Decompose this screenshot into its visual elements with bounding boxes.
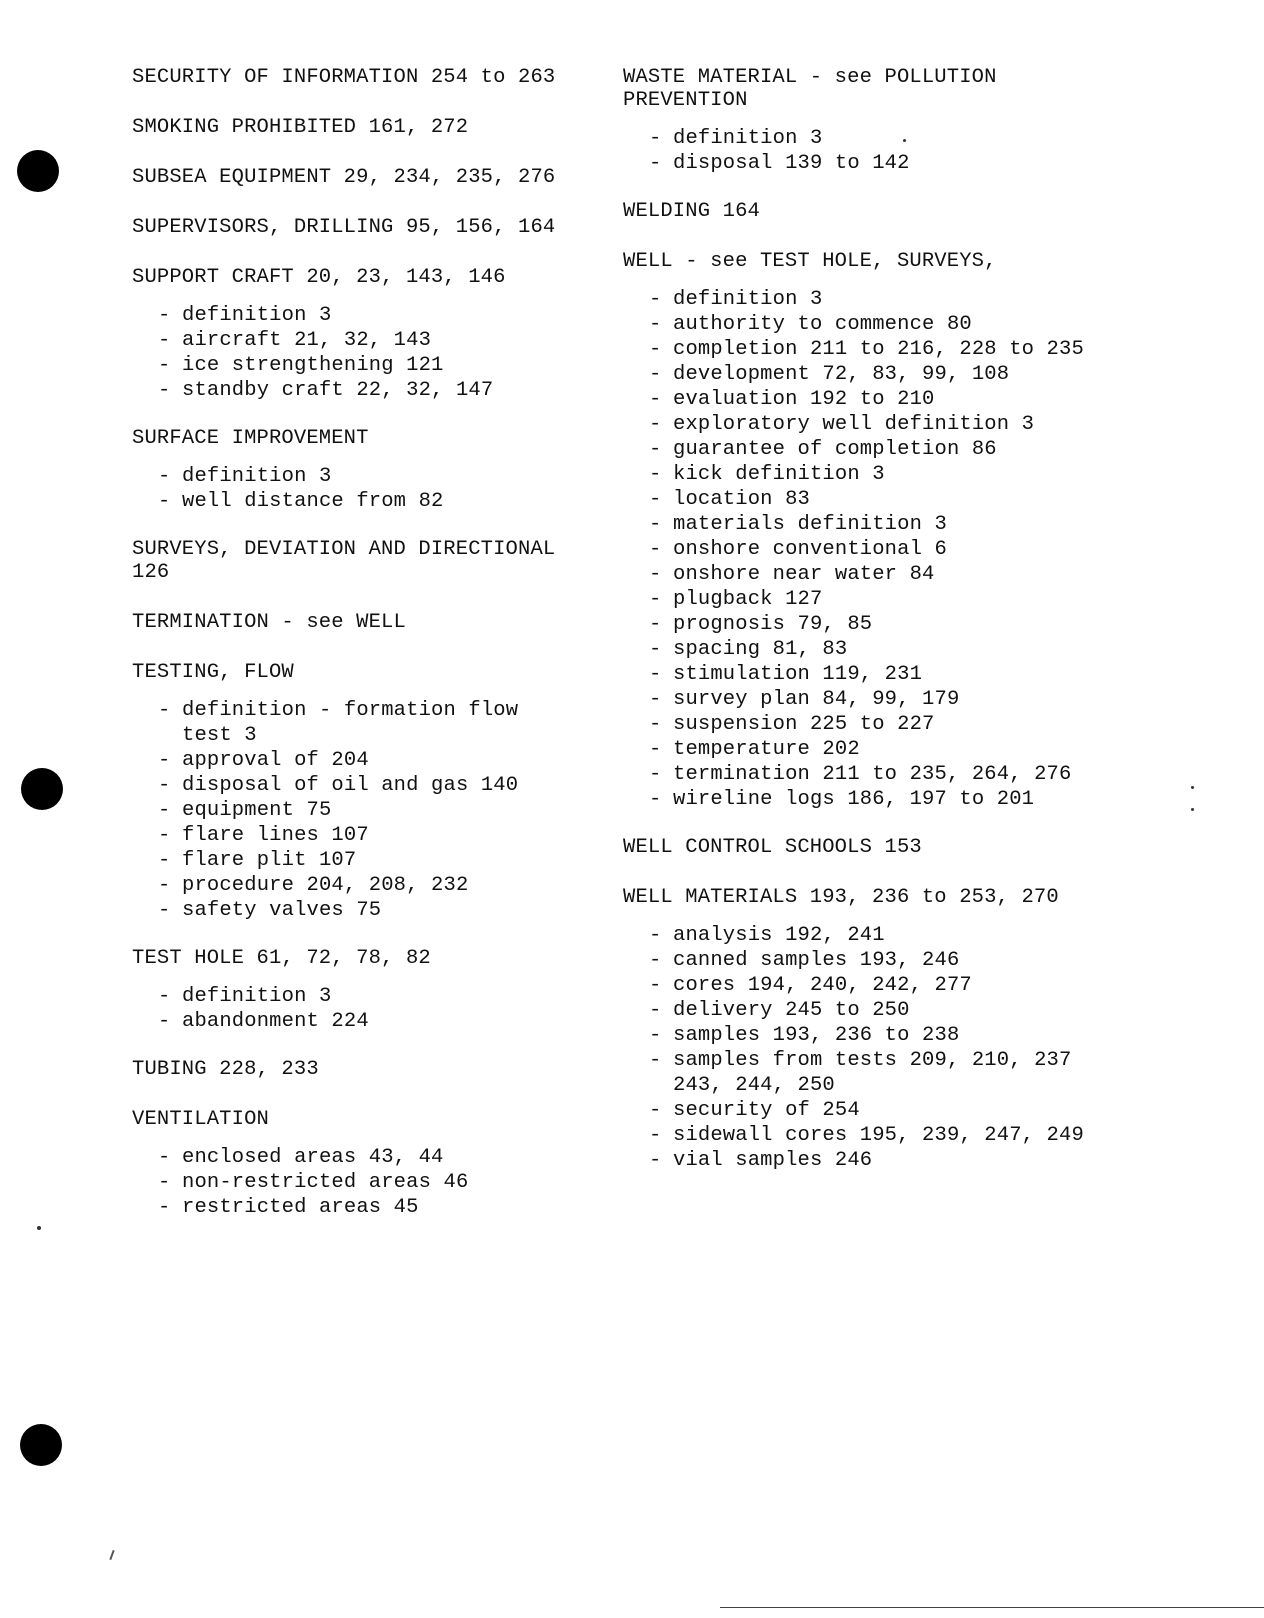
subentry-dash: -	[158, 1146, 171, 1169]
subentry	[158, 378, 602, 403]
index-entry	[132, 266, 602, 403]
subentry-text: location 83	[673, 488, 810, 511]
subentry	[649, 948, 1243, 973]
subentry-dash: -	[158, 354, 171, 377]
subentry-text: definition 3	[182, 985, 332, 1008]
subentry-text: temperature 202	[673, 738, 860, 761]
subentry-text: sidewall cores 195, 239, 247, 249	[673, 1124, 1084, 1147]
subentry	[649, 1048, 1243, 1098]
scan-speck	[1191, 808, 1194, 811]
subentry-dash: -	[649, 563, 662, 586]
subentry-list	[132, 303, 602, 403]
subentry-list	[623, 923, 1243, 1173]
subentry-list	[623, 287, 1243, 812]
subentry-text: flare lines 107	[182, 824, 369, 847]
subentry	[649, 687, 1243, 712]
subentry-text: authority to commence 80	[673, 313, 972, 336]
subentry-text: survey plan 84, 99, 179	[673, 688, 960, 711]
subentry	[649, 487, 1243, 512]
subentry-text: flare plit 107	[182, 849, 357, 872]
subentry	[649, 151, 1243, 176]
index-entry	[132, 166, 602, 189]
subentry	[649, 998, 1243, 1023]
subentry-dash: -	[649, 1149, 662, 1172]
subentry-dash: -	[649, 1124, 662, 1147]
subentry	[158, 1195, 602, 1220]
subentry-text: analysis 192, 241	[673, 924, 885, 947]
subentry-dash: -	[649, 313, 662, 336]
scan-mark	[109, 1550, 114, 1560]
subentry-text: definition 3	[673, 127, 823, 150]
subentry	[158, 464, 602, 489]
subentry	[649, 1023, 1243, 1048]
subentry-text: aircraft 21, 32, 143	[182, 329, 432, 352]
subentry-text: kick definition 3	[673, 463, 885, 486]
subentry-dash: -	[649, 288, 662, 311]
subentry-text: prognosis 79, 85	[673, 613, 873, 636]
index-entry	[132, 66, 602, 89]
index-entry	[132, 538, 602, 584]
subentry-text: delivery 245 to 250	[673, 999, 910, 1022]
index-entry	[623, 250, 1243, 812]
subentry-text: equipment 75	[182, 799, 332, 822]
index-entry	[132, 611, 602, 634]
subentry	[158, 823, 602, 848]
subentry-text: procedure 204, 208, 232	[182, 874, 469, 897]
subentry-dash: -	[649, 999, 662, 1022]
subentry-dash: -	[158, 799, 171, 822]
index-heading: TUBING 228, 233	[132, 1058, 319, 1081]
subentry-dash: -	[158, 824, 171, 847]
subentry-dash: -	[649, 974, 662, 997]
subentry	[158, 303, 602, 328]
subentry-dash: -	[649, 924, 662, 947]
index-heading: WASTE MATERIAL - see POLLUTION PREVENTION	[623, 66, 997, 112]
subentry-dash: -	[649, 788, 662, 811]
subentry	[158, 353, 602, 378]
index-heading: SUPERVISORS, DRILLING 95, 156, 164	[132, 216, 556, 239]
punch-hole-bottom	[20, 1424, 62, 1466]
subentry-text: disposal of oil and gas 140	[182, 774, 519, 797]
index-heading: WELL CONTROL SCHOOLS 153	[623, 836, 922, 859]
subentry-list	[132, 984, 602, 1034]
subentry	[649, 712, 1243, 737]
subentry	[158, 1145, 602, 1170]
subentry-text: definition 3	[182, 465, 332, 488]
subentry-text: vial samples 246	[673, 1149, 873, 1172]
subentry-text: plugback 127	[673, 588, 823, 611]
subentry-text: development 72, 83, 99, 108	[673, 363, 1010, 386]
index-entry	[132, 661, 602, 923]
index-entry	[132, 116, 602, 139]
subentry	[158, 873, 602, 898]
subentry-text: canned samples 193, 246	[673, 949, 960, 972]
index-column-left	[132, 66, 602, 1244]
subentry	[649, 437, 1243, 462]
index-heading: WELDING 164	[623, 200, 760, 223]
subentry	[649, 287, 1243, 312]
subentry-text: approval of 204	[182, 749, 369, 772]
subentry	[649, 412, 1243, 437]
subentry-text: materials definition 3	[673, 513, 947, 536]
subentry-dash: -	[649, 738, 662, 761]
index-heading: VENTILATION	[132, 1108, 269, 1131]
subentry-dash: -	[158, 899, 171, 922]
index-entry	[623, 200, 1243, 223]
subentry-dash: -	[158, 490, 171, 513]
subentry-dash: -	[649, 363, 662, 386]
subentry-dash: -	[158, 774, 171, 797]
subentry-dash: -	[158, 1010, 171, 1033]
subentry-dash: -	[649, 338, 662, 361]
index-entry	[132, 947, 602, 1034]
subentry-dash: -	[649, 127, 662, 150]
subentry-dash: -	[649, 1099, 662, 1122]
subentry-text: samples 193, 236 to 238	[673, 1024, 960, 1047]
subentry	[649, 537, 1243, 562]
subentry	[649, 637, 1243, 662]
subentry-text: guarantee of completion 86	[673, 438, 997, 461]
subentry-dash: -	[649, 388, 662, 411]
subentry-text: onshore conventional 6	[673, 538, 947, 561]
subentry-dash: -	[158, 329, 171, 352]
subentry-dash: -	[649, 488, 662, 511]
subentry	[158, 1170, 602, 1195]
subentry-text: definition 3	[673, 288, 823, 311]
index-heading: WELL - see TEST HOLE, SURVEYS,	[623, 250, 997, 273]
subentry-text: evaluation 192 to 210	[673, 388, 935, 411]
subentry	[158, 1009, 602, 1034]
index-heading: SURFACE IMPROVEMENT	[132, 427, 369, 450]
index-entry	[132, 1108, 602, 1220]
subentry-dash: -	[649, 663, 662, 686]
subentry-dash: -	[158, 1196, 171, 1219]
subentry-dash: -	[158, 1171, 171, 1194]
subentry-text: ice strengthening 121	[182, 354, 444, 377]
subentry-dash: -	[158, 379, 171, 402]
subentry-text: samples from tests 209, 210, 237 243, 244, 250	[673, 1049, 1072, 1097]
index-heading: SUPPORT CRAFT 20, 23, 143, 146	[132, 266, 506, 289]
subentry-text: standby craft 22, 32, 147	[182, 379, 494, 402]
punch-hole-top	[17, 150, 59, 192]
subentry-text: well distance from 82	[182, 490, 444, 513]
subentry-dash: -	[649, 1024, 662, 1047]
scan-speck	[1191, 786, 1194, 789]
subentry-list	[623, 126, 1243, 176]
index-heading: TESTING, FLOW	[132, 661, 294, 684]
subentry	[649, 737, 1243, 762]
subentry-text: exploratory well definition 3	[673, 413, 1035, 436]
subentry-text: wireline logs 186, 197 to 201	[673, 788, 1035, 811]
subentry	[158, 798, 602, 823]
index-heading: WELL MATERIALS 193, 236 to 253, 270	[623, 886, 1059, 909]
subentry-list	[132, 1145, 602, 1220]
subentry-text: termination 211 to 235, 264, 276	[673, 763, 1072, 786]
subentry	[649, 1148, 1243, 1173]
subentry-dash: -	[158, 749, 171, 772]
index-entry	[623, 836, 1243, 859]
index-column-right	[623, 66, 1243, 1197]
subentry-list	[132, 464, 602, 514]
subentry-dash: -	[649, 413, 662, 436]
subentry	[158, 328, 602, 353]
subentry-text: disposal 139 to 142	[673, 152, 910, 175]
index-heading: SUBSEA EQUIPMENT 29, 234, 235, 276	[132, 166, 556, 189]
punch-hole-middle	[21, 768, 63, 810]
subentry-text: security of 254	[673, 1099, 860, 1122]
subentry-text: definition - formation flow test 3	[182, 699, 519, 747]
subentry-text: spacing 81, 83	[673, 638, 848, 661]
subentry	[649, 1098, 1243, 1123]
subentry	[649, 312, 1243, 337]
subentry-list	[132, 698, 602, 923]
subentry-dash: -	[649, 763, 662, 786]
subentry-dash: -	[158, 465, 171, 488]
subentry	[158, 984, 602, 1009]
subentry	[649, 1123, 1243, 1148]
subentry	[649, 387, 1243, 412]
subentry	[649, 612, 1243, 637]
bottom-rule	[720, 1607, 1264, 1608]
subentry-text: definition 3	[182, 304, 332, 327]
subentry	[158, 698, 602, 748]
subentry-text: stimulation 119, 231	[673, 663, 923, 686]
subentry-dash: -	[649, 588, 662, 611]
subentry-dash: -	[649, 1049, 662, 1072]
subentry-text: cores 194, 240, 242, 277	[673, 974, 972, 997]
subentry-dash: -	[158, 304, 171, 327]
subentry	[649, 512, 1243, 537]
scan-speck	[37, 1226, 41, 1230]
index-entry	[623, 886, 1243, 1173]
subentry-dash: -	[649, 638, 662, 661]
subentry	[649, 587, 1243, 612]
subentry-dash: -	[649, 152, 662, 175]
subentry-text: enclosed areas 43, 44	[182, 1146, 444, 1169]
subentry	[158, 898, 602, 923]
subentry-dash: -	[649, 513, 662, 536]
subentry-dash: -	[158, 699, 171, 722]
subentry	[649, 923, 1243, 948]
subentry-text: abandonment 224	[182, 1010, 369, 1033]
subentry-dash: -	[649, 438, 662, 461]
index-entry	[132, 427, 602, 514]
subentry-dash: -	[649, 463, 662, 486]
subentry-dash: -	[649, 949, 662, 972]
subentry	[158, 748, 602, 773]
index-heading: SMOKING PROHIBITED 161, 272	[132, 116, 469, 139]
subentry-text: suspension 225 to 227	[673, 713, 935, 736]
index-entry	[132, 1058, 602, 1081]
subentry-dash: -	[649, 538, 662, 561]
index-entry	[623, 66, 1243, 176]
index-heading: SURVEYS, DEVIATION AND DIRECTIONAL 126	[132, 538, 556, 584]
subentry-dash: -	[158, 985, 171, 1008]
subentry	[649, 126, 1243, 151]
subentry-dash: -	[158, 874, 171, 897]
subentry	[649, 337, 1243, 362]
subentry-text: non-restricted areas 46	[182, 1171, 469, 1194]
subentry	[649, 662, 1243, 687]
subentry	[158, 848, 602, 873]
subentry	[158, 773, 602, 798]
subentry	[649, 762, 1243, 787]
index-heading: SECURITY OF INFORMATION 254 to 263	[132, 66, 556, 89]
subentry-dash: -	[649, 713, 662, 736]
subentry-dash: -	[158, 849, 171, 872]
subentry	[649, 787, 1243, 812]
subentry-dash: -	[649, 613, 662, 636]
index-heading: TEST HOLE 61, 72, 78, 82	[132, 947, 431, 970]
scan-speck	[903, 139, 906, 142]
subentry	[649, 562, 1243, 587]
subentry	[158, 489, 602, 514]
subentry-dash: -	[649, 688, 662, 711]
index-heading: TERMINATION - see WELL	[132, 611, 406, 634]
index-entry	[132, 216, 602, 239]
subentry-text: onshore near water 84	[673, 563, 935, 586]
subentry	[649, 362, 1243, 387]
subentry-text: safety valves 75	[182, 899, 382, 922]
subentry	[649, 973, 1243, 998]
subentry-text: restricted areas 45	[182, 1196, 419, 1219]
subentry	[649, 462, 1243, 487]
subentry-text: completion 211 to 216, 228 to 235	[673, 338, 1084, 361]
